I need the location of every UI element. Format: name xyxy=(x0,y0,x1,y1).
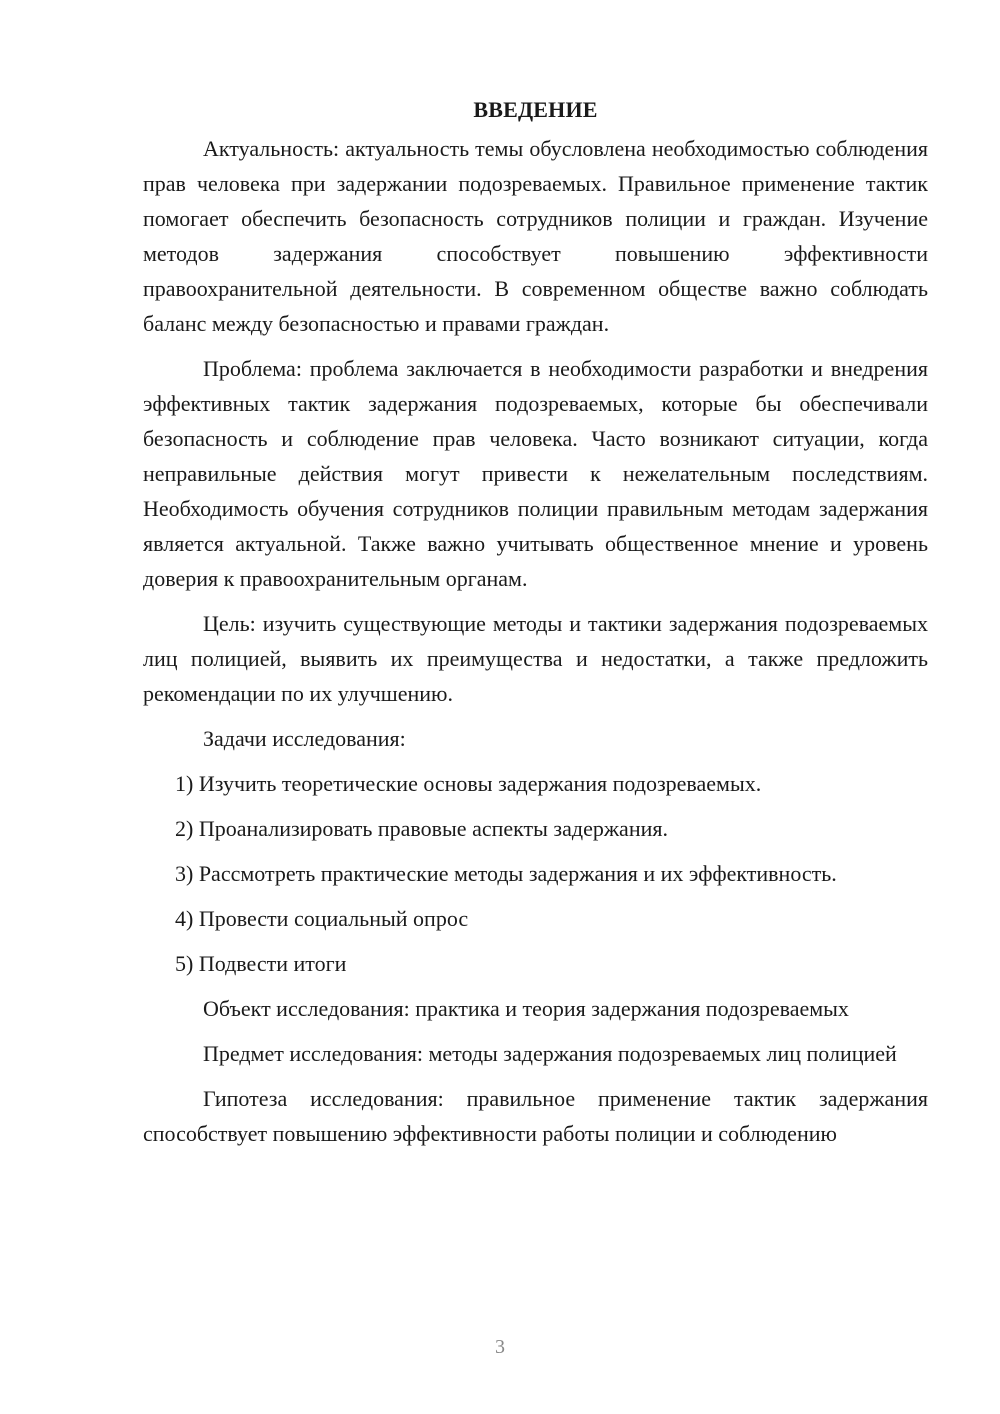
problem-paragraph: Проблема: проблема заключается в необходимости разработки и внедрения эффективных тактик задержания подозреваемых, которые бы обеспечивали безопасность и соблюдение прав человека. Часто возникают ситуации, когда неправильные действия могут привести к нежелательным последствиям. Необходимость обучения сотрудников полиции правильным методам задержания является актуальной. Также важно учитывать общественное мнение и уровень доверия к правоохранительным органам. xyxy=(143,356,928,591)
tasks-list xyxy=(143,766,928,981)
task-item: 5) Подвести итоги xyxy=(175,951,347,976)
task-item: 3) Рассмотреть практические методы задержания и их эффективность. xyxy=(175,861,837,886)
task-item: 4) Провести социальный опрос xyxy=(175,906,469,931)
goal-paragraph: Цель: изучить существующие методы и тактики задержания подозреваемых лиц полицией, выявить их преимущества и недостатки, а также предложить рекомендации по их улучшению. xyxy=(143,611,928,706)
page-content xyxy=(143,92,928,1161)
object-paragraph: Объект исследования: практика и теория задержания подозреваемых xyxy=(203,996,849,1021)
task-item: 1) Изучить теоретические основы задержания подозреваемых. xyxy=(175,771,762,796)
task-item: 2) Проанализировать правовые аспекты задержания. xyxy=(175,816,668,841)
subject-paragraph: Предмет исследования: методы задержания подозреваемых лиц полицией xyxy=(203,1041,897,1066)
relevance-paragraph: Актуальность: актуальность темы обусловлена необходимостью соблюдения прав человека при задержании подозреваемых. Правильное применение тактик помогает обеспечить безопасность сотрудников полиции и граждан. Изучение методов задержания способствует повышению эффективности правоохранительной деятельности. В современном обществе важно соблюдать баланс между безопасностью и правами граждан. xyxy=(143,136,928,336)
page-number: 3 xyxy=(495,1336,505,1358)
tasks-heading: Задачи исследования: xyxy=(203,726,406,751)
hypothesis-paragraph: Гипотеза исследования: правильное применение тактик задержания способствует повышению эффективности работы полиции и соблюдению xyxy=(143,1086,928,1146)
section-title: ВВЕДЕНИЕ xyxy=(473,97,598,122)
